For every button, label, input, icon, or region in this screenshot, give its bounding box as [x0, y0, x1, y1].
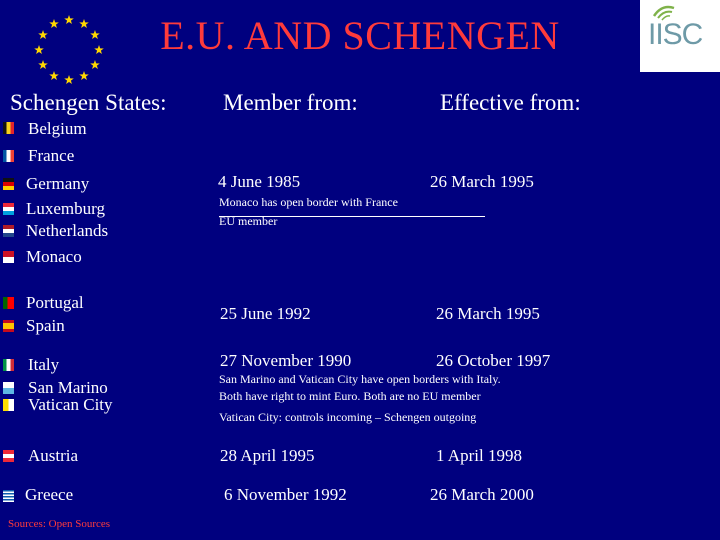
greece-member-date: 6 November 1992	[224, 485, 347, 504]
country-germany: Germany	[26, 174, 90, 193]
iberia-member-date: 25 June 1992	[220, 304, 311, 323]
eu-star-icon	[34, 45, 44, 54]
italy-flag-icon	[3, 359, 14, 371]
eu-star-icon	[38, 60, 48, 69]
belgium-flag-icon	[3, 122, 14, 134]
country-belgium: Belgium	[28, 119, 87, 138]
country-monaco: Monaco	[26, 247, 82, 266]
eu-star-icon	[79, 71, 89, 80]
eu-star-icon	[90, 60, 100, 69]
eu-star-icon	[64, 75, 74, 84]
country-austria: Austria	[28, 446, 79, 465]
eu-star-icon	[90, 30, 100, 39]
country-italy: Italy	[28, 355, 60, 374]
italy-effective-date: 26 October 1997	[436, 351, 551, 370]
header-schengen-states: Schengen States:	[10, 90, 167, 115]
country-netherlands: Netherlands	[26, 221, 109, 240]
header-member-from: Member from:	[223, 90, 358, 115]
greece-effective-date: 26 March 2000	[430, 485, 534, 504]
header-effective-from: Effective from:	[440, 90, 581, 115]
iisc-logo-text: IISC	[648, 18, 703, 51]
portugal-flag-icon	[3, 297, 14, 309]
france-flag-icon	[3, 150, 14, 162]
eu-stars-logo	[26, 8, 112, 88]
monaco-eu-note: EU member	[219, 214, 278, 228]
austria-member-date: 28 April 1995	[220, 446, 315, 465]
sources-footnote: Sources: Open Sources	[8, 518, 111, 530]
eu-star-icon	[38, 30, 48, 39]
monaco-note: Monaco has open border with France	[219, 195, 398, 209]
italy-note-2: Both have right to mint Euro. Both are no EU member	[219, 389, 481, 403]
page-title: E.U. AND SCHENGEN	[160, 13, 560, 58]
austria-flag-icon	[3, 450, 14, 462]
san-marino-flag-icon	[3, 382, 14, 394]
vatican-flag-icon	[3, 399, 14, 411]
eu-star-icon	[94, 45, 104, 54]
country-france: France	[28, 146, 75, 165]
luxemburg-flag-icon	[3, 203, 14, 215]
spain-flag-icon	[3, 320, 14, 332]
eu-star-icon	[49, 71, 59, 80]
country-spain: Spain	[26, 316, 65, 335]
eu-star-icon	[79, 19, 89, 28]
germany-flag-icon	[3, 178, 14, 190]
country-portugal: Portugal	[26, 293, 84, 312]
country-san-marino: San Marino	[28, 378, 108, 397]
italy-member-date: 27 November 1990	[220, 351, 352, 370]
eu-star-icon	[64, 15, 74, 24]
benelux-member-date: 4 June 1985	[218, 172, 301, 191]
greece-flag-icon	[3, 490, 14, 502]
italy-note-1: San Marino and Vatican City have open borders with Italy.	[219, 372, 501, 386]
iisc-logo	[640, 0, 720, 72]
italy-note-3: Vatican City: controls incoming – Schengen outgoing	[219, 410, 477, 424]
benelux-effective-date: 26 March 1995	[430, 172, 534, 191]
monaco-flag-icon	[3, 251, 14, 263]
country-luxemburg: Luxemburg	[26, 199, 106, 218]
austria-effective-date: 1 April 1998	[436, 446, 522, 465]
netherlands-flag-icon	[3, 225, 14, 237]
country-vatican: Vatican City	[28, 395, 113, 414]
iberia-effective-date: 26 March 1995	[436, 304, 540, 323]
eu-star-icon	[49, 19, 59, 28]
country-greece: Greece	[25, 485, 74, 504]
